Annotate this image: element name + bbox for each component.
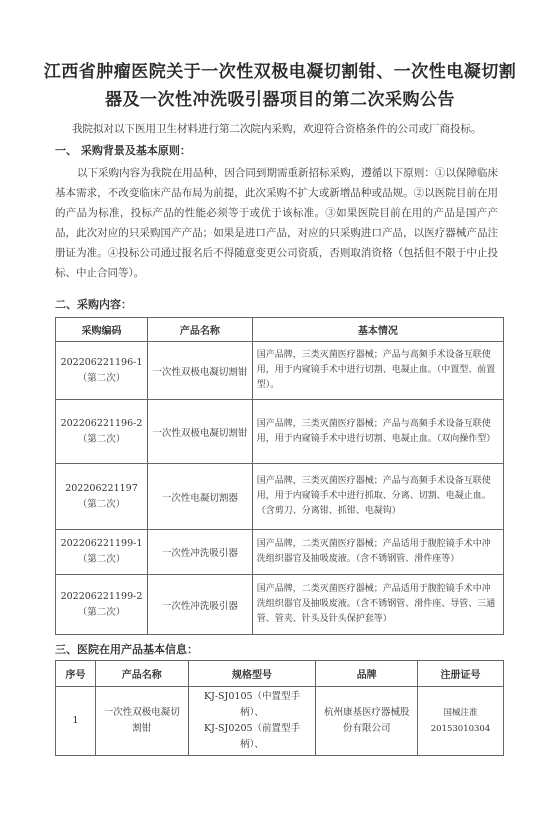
round-text: （第二次）: [77, 554, 126, 565]
col-header-reg: 注册证号: [418, 661, 504, 687]
table-row: [56, 342, 504, 400]
code-text: 202206221197: [65, 482, 138, 494]
cell-desc: 国产品牌，三类灭菌医疗器械；产品与高频手术设备互联使用，用于内窥镜手术中进行抓取、分离、切割、电凝止血。（含剪刀、分离钳、抓钳、电凝钩）: [252, 464, 503, 530]
cell-code: [56, 575, 148, 635]
col-header-name: 产品名称: [147, 318, 252, 342]
cell-no: 1: [56, 687, 96, 756]
section1-heading: 一、 采购背景及基本原则：: [55, 144, 191, 157]
cell-code: [56, 464, 148, 530]
round-text: （第二次）: [77, 606, 126, 618]
col-header-no: 序号: [56, 661, 96, 687]
table-row: [56, 575, 504, 635]
cell-name: 一次性冲洗吸引器: [147, 530, 252, 575]
intro-paragraph: 我院拟对以下医用卫生材料进行第二次院内采购，欢迎符合资格条件的公司或厂商投标。: [72, 123, 482, 135]
procurement-table: [55, 317, 504, 635]
spec-line: KJ-SJ0105（中置型手柄）、: [203, 691, 301, 718]
section3-heading: 三、医院在用产品基本信息：: [55, 643, 198, 656]
cell-code: [56, 342, 148, 400]
code-text: 202206221196-2: [60, 417, 143, 429]
code-text: 202206221199-2: [60, 590, 143, 602]
cell-desc: 国产品牌，三类灭菌医疗器械；产品与高频手术设备互联使用，用于内窥镜手术中进行切割、电凝止血。（双向操作型）: [252, 400, 503, 464]
col-header-name: 产品名称: [95, 661, 188, 687]
cell-name: 一次性电凝切割器: [147, 464, 252, 530]
cell-code: [56, 400, 148, 464]
cell-code: [56, 530, 148, 575]
section2-heading: 二、采购内容：: [55, 298, 132, 311]
code-text: 202206221199-1: [60, 538, 143, 549]
spec-line: KJ-SJ0205（前置型手柄）、: [203, 723, 301, 750]
table-header-row: [56, 661, 504, 687]
cell-desc: 国产品牌，二类灭菌医疗器械；产品适用于腹腔镜手术中冲洗组织器官及抽吸废液。（含不锈钢管、滑件座、导管、三通管、管夹、针头及针头保护套等）: [252, 575, 503, 635]
cell-reg: 国械注准 20153010304: [418, 687, 504, 756]
section1-body: 以下采购内容为我院在用品种，因合同到期需重新招标采购，遵循以下原则：①以保障临床基本需求，不改变临床产品布局为前提，此次采购不扩大或新增品种或品规。②以医院目前在用的产品为标准，投标产品的性能必须等于或优于该标准。③如果医院目前在用的产品是国产产品，此次对应的只采购国产产品；如果是进口产品，对应的只采购进口产品，以医疗器械产品注册证为准。④投标公司通过报名后不得随意变更公司资质，否则取消资格（包括但不限于中止投标、中止合同等）。: [55, 167, 498, 279]
round-text: （第二次）: [77, 433, 126, 445]
table-row: [56, 464, 504, 530]
cell-name: 一次性双极电凝切割钳: [95, 687, 188, 756]
cell-desc: 国产品牌，三类灭菌医疗器械；产品与高频手术设备互联使用，用于内窥镜手术中进行切割、电凝止血。（中置型、前置型）。: [252, 342, 503, 400]
cell-name: 一次性双极电凝切割钳: [147, 400, 252, 464]
in-use-products-table: [55, 660, 504, 756]
round-text: （第二次）: [77, 498, 126, 510]
col-header-brand: 品牌: [316, 661, 418, 687]
round-text: （第二次）: [77, 372, 126, 384]
table-row: [56, 400, 504, 464]
table-row: [56, 530, 504, 575]
cell-name: 一次性双极电凝切割钳: [147, 342, 252, 400]
col-header-desc: 基本情况: [252, 318, 503, 342]
page-title: 江西省肿瘤医院关于一次性双极电凝切割钳、一次性电凝切割器及一次性冲洗吸引器项目的第二次采购公告: [43, 62, 517, 110]
cell-desc: 国产品牌，二类灭菌医疗器械；产品适用于腹腔镜手术中冲洗组织器官及抽吸废液。（含不锈钢管、滑件座等）: [252, 530, 503, 575]
code-text: 202206221196-1: [60, 356, 143, 368]
col-header-spec: 规格型号: [188, 661, 316, 687]
table-header-row: [56, 318, 504, 342]
cell-brand: 杭州康基医疗器械股份有限公司: [316, 687, 418, 756]
col-header-code: 采购编码: [56, 318, 148, 342]
cell-spec: [188, 687, 316, 756]
table-row: [56, 687, 504, 756]
cell-name: 一次性冲洗吸引器: [147, 575, 252, 635]
